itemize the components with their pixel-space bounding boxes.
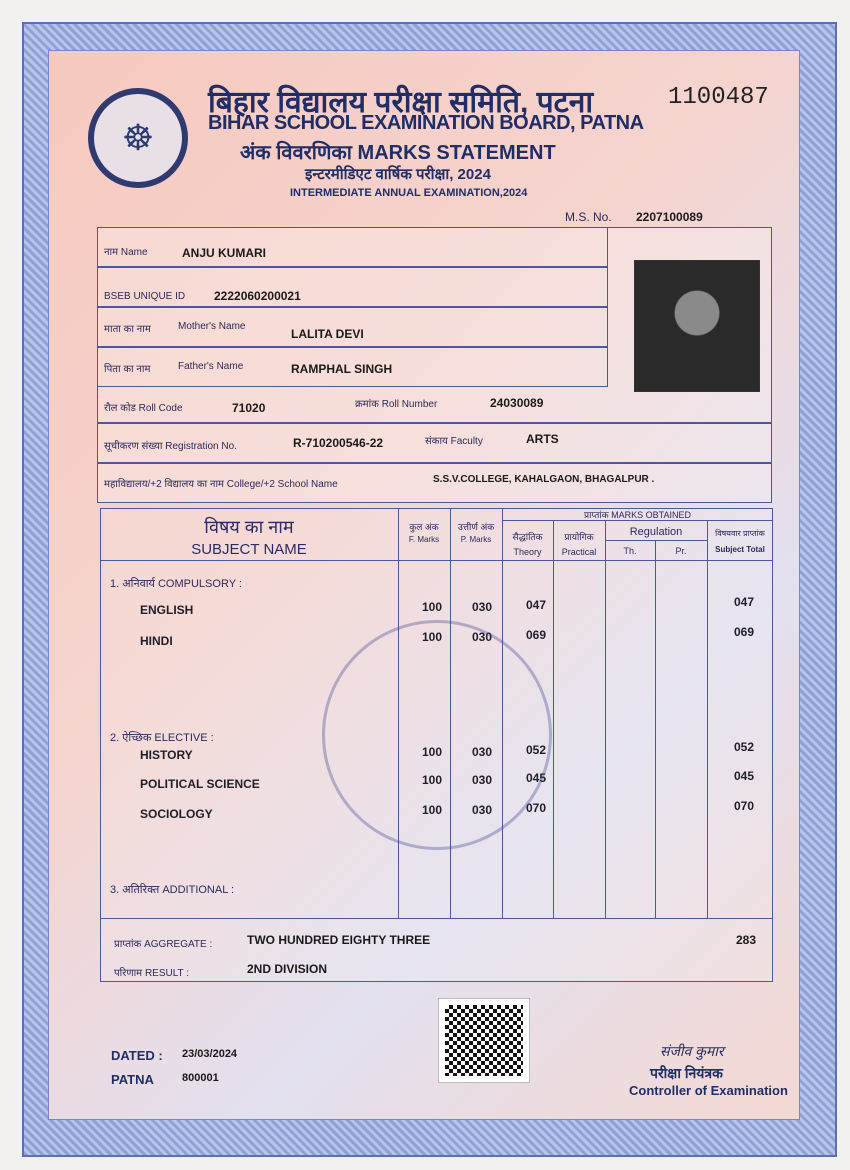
aggregate-label: प्राप्तांक AGGREGATE :: [114, 939, 213, 950]
faculty-label: संकाय Faculty: [425, 436, 483, 447]
col-line: [605, 520, 606, 918]
pass-marks: 030: [472, 745, 493, 759]
name-label: नाम Name: [104, 247, 148, 258]
reg-label: सूचीकरण संख्या Registration No.: [104, 441, 237, 452]
dated-label: DATED :: [111, 1048, 163, 1063]
reg-pr-header: Pr.: [675, 546, 687, 556]
ms-no: 2207100089: [636, 210, 703, 224]
father-label-hindi: पिता का नाम: [104, 364, 151, 375]
faculty: ARTS: [526, 432, 559, 446]
theory-header: Theory: [513, 547, 542, 557]
subject-name: POLITICAL SCIENCE: [140, 777, 260, 791]
subject-name: HISTORY: [140, 748, 193, 762]
pass-marks: 030: [472, 630, 493, 644]
pin-code: 800001: [182, 1072, 219, 1084]
watermark-seal: [322, 620, 552, 850]
mother-name: LALITA DEVI: [291, 327, 364, 341]
subject-header-hindi: विषय का नाम: [204, 517, 294, 537]
result-label: परिणाम RESULT :: [114, 968, 190, 979]
regulation-header: Regulation: [629, 526, 683, 538]
row-name: [97, 227, 608, 267]
roll-code-label: रौल कोड Roll Code: [104, 403, 183, 414]
ms-no-label: M.S. No.: [565, 210, 612, 224]
mother-label: Mother's Name: [178, 321, 246, 332]
student-photo: [634, 260, 760, 392]
theory-marks: 045: [526, 771, 547, 785]
full-marks: 100: [422, 745, 443, 759]
board-seal-logo: ☸: [88, 88, 188, 188]
father-name: RAMPHAL SINGH: [291, 362, 393, 376]
uid: 2222060200021: [214, 289, 301, 303]
subject-header: SUBJECT NAME: [191, 541, 307, 558]
theory-header-hindi: सैद्धांतिक: [512, 532, 543, 542]
subject-total: 070: [734, 799, 755, 813]
total-header: Subject Total: [715, 545, 765, 554]
pass-marks: 030: [472, 773, 493, 787]
total-header-hindi: विषयवार प्राप्तांक: [715, 529, 765, 538]
student-name: ANJU KUMARI: [182, 246, 266, 260]
elective-label: 2. ऐच्छिक ELECTIVE :: [110, 732, 214, 744]
pass-marks: 030: [472, 600, 493, 614]
mother-label-hindi: माता का नाम: [104, 324, 151, 335]
board-title-hindi: बिहार विद्यालय परीक्षा समिति, पटना: [208, 86, 594, 119]
full-marks: 100: [422, 803, 443, 817]
roll-no-label: क्रमांक Roll Number: [355, 399, 438, 410]
practical-header-hindi: प्रायोगिक: [564, 532, 594, 542]
board-title: BIHAR SCHOOL EXAMINATION BOARD, PATNA: [208, 112, 644, 134]
aggregate-total: 283: [736, 933, 757, 947]
compulsory-label: 1. अनिवार्य COMPULSORY :: [110, 578, 242, 590]
obtained-header: प्राप्तांक MARKS OBTAINED: [584, 510, 691, 520]
subject-name: SOCIOLOGY: [140, 807, 213, 821]
col-line: [707, 520, 708, 918]
father-label: Father's Name: [178, 361, 244, 372]
pm-header-hindi: उत्तीर्ण अंक: [457, 522, 495, 532]
full-marks: 100: [422, 630, 443, 644]
exam-title: INTERMEDIATE ANNUAL EXAMINATION,2024: [290, 187, 528, 199]
controller-title: Controller of Examination: [629, 1083, 788, 1098]
place: PATNA: [111, 1072, 154, 1087]
roll-code: 71020: [232, 401, 266, 415]
statement-title: अंक विवरणिका MARKS STATEMENT: [240, 142, 556, 164]
subject-total: 069: [734, 625, 755, 639]
subject-name: HINDI: [140, 634, 173, 648]
date: 23/03/2024: [182, 1048, 238, 1060]
practical-header: Practical: [561, 547, 597, 557]
additional-label: 3. अतिरिक्त ADDITIONAL :: [110, 884, 235, 896]
uid-label: BSEB UNIQUE ID: [104, 291, 186, 302]
controller-signature: संजीव कुमार: [660, 1043, 724, 1059]
theory-marks: 069: [526, 628, 547, 642]
pm-header: P. Marks: [460, 535, 492, 544]
aggregate-divider: [100, 918, 773, 919]
college-label: महाविद्यालय/+2 विद्यालय का नाम College/+2 School Name: [104, 479, 338, 490]
aggregate-words: TWO HUNDRED EIGHTY THREE: [247, 933, 431, 947]
col-line: [553, 520, 554, 918]
result-division: 2ND DIVISION: [247, 962, 328, 976]
roll-no: 24030089: [490, 396, 544, 410]
theory-marks: 052: [526, 743, 547, 757]
qr-code: [438, 998, 530, 1083]
theory-marks: 070: [526, 801, 547, 815]
subject-total: 045: [734, 769, 755, 783]
subject-name: ENGLISH: [140, 603, 194, 617]
full-marks: 100: [422, 773, 443, 787]
full-marks: 100: [422, 600, 443, 614]
controller-title-hindi: परीक्षा नियंत्रक: [650, 1065, 723, 1081]
pass-marks: 030: [472, 803, 493, 817]
theory-marks: 047: [526, 598, 547, 612]
regulation-divider: [605, 540, 707, 541]
header-divider: [100, 560, 773, 561]
serial-number: 1100487: [668, 84, 769, 111]
reg-no: R-710200546-22: [293, 436, 384, 450]
fm-header-hindi: कुल अंक: [409, 522, 439, 532]
fm-header: F. Marks: [408, 535, 440, 544]
college: S.S.V.COLLEGE, KAHALGAON, BHAGALPUR .: [433, 474, 655, 485]
subject-total: 047: [734, 595, 755, 609]
exam-title-hindi: इन्टरमीडिएट वार्षिक परीक्षा, 2024: [305, 166, 491, 183]
reg-th-header: Th.: [623, 546, 637, 556]
col-line: [655, 540, 656, 918]
subject-total: 052: [734, 740, 755, 754]
